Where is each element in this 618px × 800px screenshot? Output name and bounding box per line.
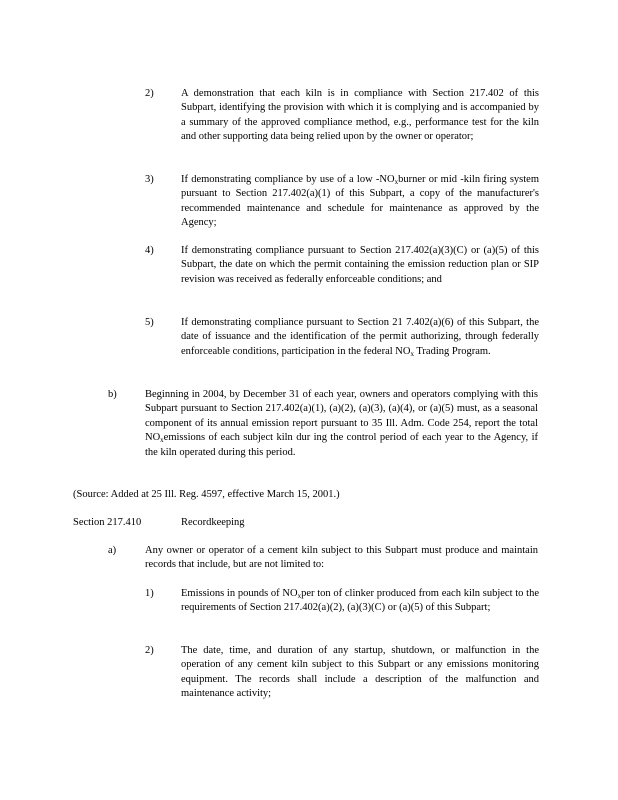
item-2-text: A demonstration that each kiln is in compliance with Section 217.402 of this Subpart, identifying the provision with which it is complying and is accompanied by a summary of the approved compliance method, e.g., performance test for the kiln and other supporting data being relied upon by the owner or operator; bbox=[181, 88, 539, 143]
item-5-text-pre: If demonstrating compliance pursuant to Section 21 7.402(a)(6) of this Subpart, the date of issuance and the identification of the permit authorizing, through federally enforceable conditions, participation in the federal NO bbox=[181, 317, 539, 357]
item-5-text-post: Trading Program. bbox=[413, 345, 491, 357]
record-item-1-number: 1) bbox=[145, 588, 154, 599]
section-number: Section 217.410 bbox=[73, 517, 142, 528]
item-3-text-pre: If demonstrating compliance by use of a low -NO bbox=[181, 174, 395, 185]
item-a-text: Any owner or operator of a cement kiln subject to this Subpart must produce and maintain records that include, but are not limited to: bbox=[145, 545, 538, 571]
item-a-number: a) bbox=[108, 545, 117, 556]
item-5-text bbox=[181, 316, 539, 359]
item-3-subscript: x bbox=[394, 178, 399, 186]
record-item-2-text: The date, time, and duration of any startup, shutdown, or malfunction in the operation of any cement kiln subject to this Subpart or any emissions monitoring equipment. The records shall include a description of the malfunction and maintenance activity; bbox=[181, 645, 539, 700]
item-b-number: b) bbox=[108, 389, 117, 400]
item-5-number: 5) bbox=[145, 317, 154, 328]
item-2-number: 2) bbox=[145, 88, 154, 99]
record-item-1-text-post: per ton of clinker produced from each kiln subject to the requirements of Section 217.402(a)(2), (a)(3)(C) or (a)(5) of this Subpart; bbox=[181, 588, 539, 614]
item-3-text-post: burner or mid -kiln firing system pursuant to Section 217.402(a)(1) of this Subpart, a copy of the manufacturer's recommended maintenance and schedule for maintenance as approved by the Agency; bbox=[181, 174, 540, 229]
item-b-subscript: x bbox=[160, 436, 164, 445]
item-4-text: If demonstrating compliance pursuant to Section 217.402(a)(3)(C) or (a)(5) of this Subpart, the date on which the permit containing the emission reduction plan or SIP revision was received as federally enforceable conditions; and bbox=[181, 245, 539, 285]
record-item-2-number: 2) bbox=[145, 645, 154, 656]
record-item-1-text bbox=[181, 587, 539, 616]
record-item-1-subscript: x bbox=[297, 592, 302, 600]
item-3-number: 3) bbox=[145, 174, 154, 185]
record-item-1-text-pre: Emissions in pounds of NO bbox=[181, 588, 298, 599]
item-5-subscript: x bbox=[410, 349, 414, 358]
item-4-number: 4) bbox=[145, 245, 154, 256]
item-b-text-pre: Beginning in 2004, by December 31 of each year, owners and operators complying with this Subpart pursuant to Section 217.402(a)(1), (a)(2), (a)(3), (a)(4), or (a)(5) must, as a seasonal component of its annual emission report pursuant to 35 Ill. Adm. Code 254, report the total NO bbox=[145, 389, 538, 444]
item-b-text-post: emissions of each subject kiln dur ing the control period of each year to the Agency, if the kiln operated during this period. bbox=[145, 432, 538, 458]
item-b-text bbox=[145, 388, 538, 460]
source-note: (Source: Added at 25 Ill. Reg. 4597, effective March 15, 2001.) bbox=[73, 489, 340, 500]
section-title: Recordkeeping bbox=[181, 517, 245, 528]
item-3-text bbox=[181, 173, 539, 231]
